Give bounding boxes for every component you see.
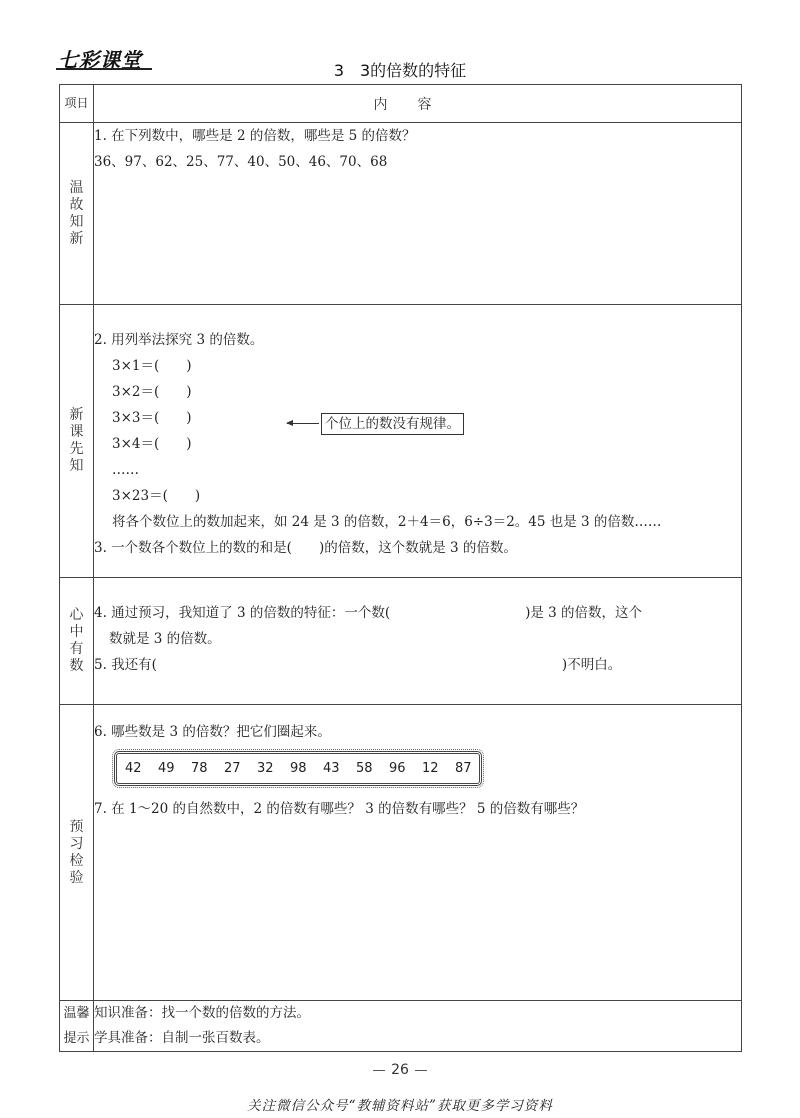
number-item[interactable]: 49 bbox=[158, 761, 175, 776]
tips-content bbox=[94, 1001, 742, 1052]
question-7: 7. 在 1～20 的自然数中，2 的倍数有哪些？ 3 的倍数有哪些？ 5 的倍数有哪些？ bbox=[94, 801, 585, 817]
number-item[interactable]: 32 bbox=[257, 761, 274, 776]
section-body-new bbox=[94, 305, 742, 578]
number-item[interactable]: 98 bbox=[290, 761, 307, 776]
tips-label-line2: 提示 bbox=[63, 1031, 90, 1046]
question-4-continued: 数就是 3 的倍数。 bbox=[109, 631, 221, 647]
section-body-check bbox=[94, 705, 742, 1001]
number-item[interactable]: 27 bbox=[224, 761, 241, 776]
multiplication-row: 3×4＝( ) bbox=[112, 436, 192, 452]
section-label-new: 新课先知 bbox=[60, 305, 94, 578]
brand-logo: 七彩课堂 bbox=[58, 48, 142, 72]
multiplication-row: 3×2＝( ) bbox=[112, 384, 192, 400]
table-header-row bbox=[60, 85, 742, 123]
note-box: 个位上的数没有规律。 bbox=[321, 413, 464, 435]
section-label-mind: 心中有数 bbox=[60, 578, 94, 705]
tips-label-line1: 温馨 bbox=[63, 1006, 90, 1021]
number-item[interactable]: 58 bbox=[356, 761, 373, 776]
number-item[interactable]: 42 bbox=[125, 761, 142, 776]
question-4: 4. 通过预习，我知道了 3 的倍数的特征：一个数( )是 3 的倍数，这个 bbox=[94, 605, 643, 621]
left-arrow-icon bbox=[287, 423, 319, 424]
section-check bbox=[60, 705, 742, 1001]
worksheet-table bbox=[59, 84, 742, 1052]
number-item[interactable]: 87 bbox=[455, 761, 472, 776]
section-mind bbox=[60, 578, 742, 705]
number-circle-box bbox=[114, 751, 482, 786]
header-content-cell: 内容 bbox=[94, 85, 742, 123]
brand-underline bbox=[56, 68, 152, 70]
page-title: 3 3的倍数的特征 bbox=[333, 61, 467, 80]
page-number: 26 bbox=[360, 1062, 440, 1078]
multiplication-row: 3×1＝( ) bbox=[112, 358, 192, 374]
explanation-text: 将各个数位上的数加起来，如 24 是 3 的倍数，2＋4＝6，6÷3＝2。45 也是 3 的倍数…… bbox=[112, 514, 662, 530]
multiplication-row: 3×23＝( ) bbox=[112, 488, 201, 504]
number-item[interactable]: 12 bbox=[422, 761, 439, 776]
number-item[interactable]: 96 bbox=[389, 761, 406, 776]
question-5: 5. 我还有( )不明白。 bbox=[94, 657, 622, 673]
number-item[interactable]: 43 bbox=[323, 761, 340, 776]
question-1: 1. 在下列数中，哪些是 2 的倍数，哪些是 5 的倍数？ bbox=[94, 128, 416, 144]
section-body-review bbox=[94, 123, 742, 305]
multiplication-row: 3×3＝( ) bbox=[112, 410, 192, 426]
tip-tools: 学具准备：自制一张百数表。 bbox=[94, 1030, 270, 1046]
section-label-review: 温故知新 bbox=[60, 123, 94, 305]
question-3: 3. 一个数各个数位上的数的和是( )的倍数，这个数就是 3 的倍数。 bbox=[94, 540, 517, 556]
tips-row bbox=[60, 1001, 742, 1052]
footer-note: 关注微信公众号“教辅资料站”获取更多学习资料 bbox=[247, 1098, 553, 1114]
ellipsis-row: …… bbox=[112, 462, 139, 478]
tips-label bbox=[60, 1001, 94, 1052]
number-item[interactable]: 78 bbox=[191, 761, 208, 776]
section-body-mind bbox=[94, 578, 742, 705]
section-label-check: 预习检验 bbox=[60, 705, 94, 1001]
question-2: 2. 用列举法探究 3 的倍数。 bbox=[94, 332, 264, 348]
number-list: 36、97、62、25、77、40、50、46、70、68 bbox=[94, 154, 388, 170]
question-6: 6. 哪些数是 3 的倍数？把它们圈起来。 bbox=[94, 724, 331, 740]
section-new bbox=[60, 305, 742, 578]
tip-knowledge: 知识准备：找一个数的倍数的方法。 bbox=[94, 1005, 310, 1021]
header-item-cell: 项日 bbox=[60, 85, 94, 123]
section-review bbox=[60, 123, 742, 305]
